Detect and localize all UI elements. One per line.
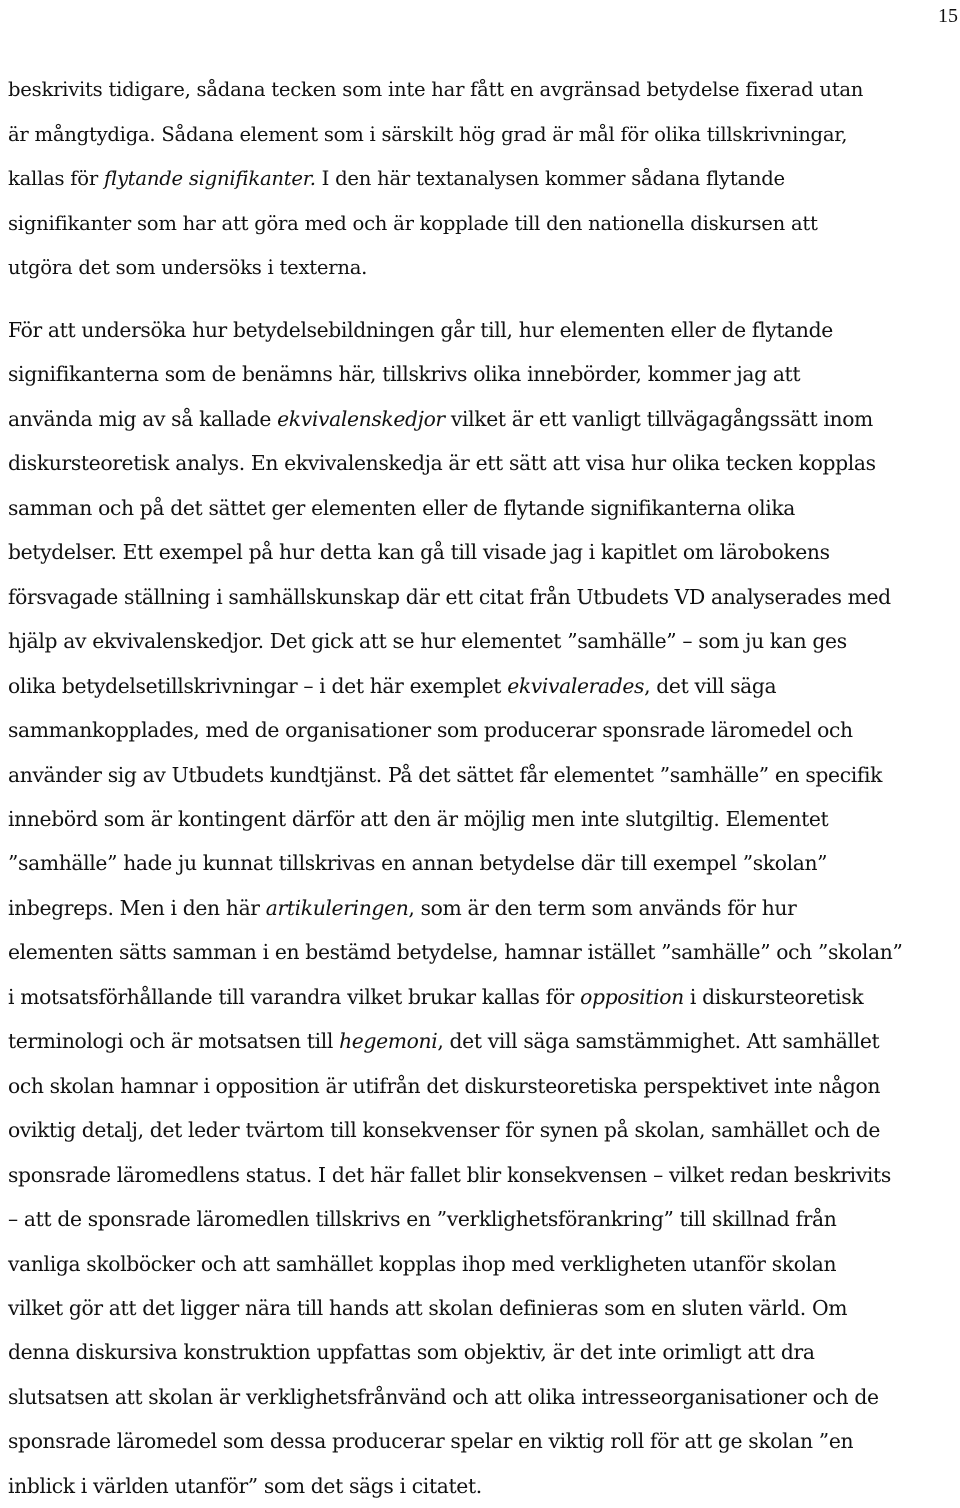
text-run: betydelser. Ett exempel på hur detta kan gå till visade jag i kapitlet om lärobokens <box>8 540 830 565</box>
text-run: , det vill säga <box>644 673 777 698</box>
text-run: är mångtydiga. Sådana element som i särskilt hög grad är mål för olika tillskrivningar, <box>8 122 848 146</box>
text-run: vilket är ett vanligt tillvägagångssätt inom <box>444 406 873 431</box>
italic-term: ekvivalerades <box>507 673 645 698</box>
text-run: och skolan hamnar i opposition är utifrån det diskursteoretiska perspektivet inte någon <box>8 1073 881 1098</box>
text-line <box>8 930 960 974</box>
text-line <box>8 1108 960 1152</box>
text-line <box>8 1286 960 1330</box>
text-line <box>8 1375 960 1419</box>
text-line <box>8 68 960 113</box>
text-run: I den här textanalysen kommer sådana flytande <box>315 167 785 191</box>
italic-term: opposition <box>580 984 684 1009</box>
text-run: oviktig detalj, det leder tvärtom till konsekvenser för synen på skolan, samhället och de <box>8 1118 881 1143</box>
paragraph-1 <box>8 68 960 291</box>
text-line <box>8 157 960 202</box>
text-line <box>8 1064 960 1108</box>
text-run: denna diskursiva konstruktion uppfattas som objektiv, är det inte orimligt att dra <box>8 1340 815 1365</box>
text-line <box>8 753 960 797</box>
text-line <box>8 1419 960 1463</box>
text-line <box>8 308 960 352</box>
text-run: , som är den term som används för hur <box>408 895 797 920</box>
text-run: använda mig av så kallade <box>8 406 278 431</box>
text-line <box>8 708 960 752</box>
italic-term: hegemoni <box>339 1029 438 1054</box>
text-run: vanliga skolböcker och att samhället kopplas ihop med verkligheten utanför skolan <box>8 1251 837 1276</box>
text-line <box>8 841 960 885</box>
text-line <box>8 975 960 1019</box>
text-run: i diskursteoretisk <box>683 984 864 1009</box>
text-run: sponsrade läromedlens status. I det här fallet blir konsekvensen – vilket redan beskrivits <box>8 1162 891 1187</box>
text-run: diskursteoretisk analys. En ekvivalenskedja är ett sätt att visa hur olika tecken kopplas <box>8 451 876 476</box>
text-run: inblick i världen utanför” som det sägs i citatet. <box>8 1473 482 1498</box>
page-number: 15 <box>938 5 958 27</box>
text-run: hjälp av ekvivalenskedjor. Det gick att se hur elementet ”samhälle” – som ju kan ges <box>8 629 847 654</box>
text-run: sponsrade läromedel som dessa producerar spelar en viktig roll för att ge skolan ”en <box>8 1429 854 1454</box>
text-line <box>8 246 960 291</box>
text-run: kallas för <box>8 167 104 191</box>
italic-term: artikuleringen <box>265 895 409 920</box>
text-line <box>8 886 960 930</box>
text-line <box>8 1464 960 1508</box>
text-line <box>8 575 960 619</box>
text-run: inbegreps. Men i den här <box>8 895 266 920</box>
text-line <box>8 202 960 247</box>
text-run: – att de sponsrade läromedlen tillskrivs en ”verklighetsförankring” till skillnad från <box>8 1207 837 1232</box>
italic-term: ekvivalenskedjor <box>277 406 445 431</box>
text-line <box>8 1330 960 1374</box>
text-run: beskrivits tidigare, sådana tecken som inte har fått en avgränsad betydelse fixerad utan <box>8 78 864 101</box>
text-run: signifikanter som har att göra med och är kopplade till den nationella diskursen att <box>8 211 818 235</box>
text-run: vilket gör att det ligger nära till hands att skolan definieras som en sluten värld. Om <box>8 1295 848 1320</box>
text-run: sammankopplades, med de organisationer som producerar sponsrade läromedel och <box>8 718 853 743</box>
paragraph-2 <box>8 308 960 1508</box>
text-run: terminologi och är motsatsen till <box>8 1029 340 1054</box>
text-line <box>8 397 960 441</box>
text-run: använder sig av Utbudets kundtjänst. På det sättet får elementet ”samhälle” en specifik <box>8 762 883 787</box>
text-run: utgöra det som undersöks i texterna. <box>8 256 368 280</box>
text-line <box>8 1242 960 1286</box>
text-run: olika betydelsetillskrivningar – i det här exemplet <box>8 673 508 698</box>
text-line <box>8 619 960 663</box>
text-run: slutsatsen att skolan är verklighetsfrånvänd och att olika intresseorganisationer och de <box>8 1384 879 1409</box>
text-line <box>8 530 960 574</box>
text-line <box>8 664 960 708</box>
text-run: , det vill säga samstämmighet. Att samhället <box>437 1029 880 1054</box>
text-line <box>8 1197 960 1241</box>
text-line <box>8 486 960 530</box>
text-run: i motsatsförhållande till varandra vilket brukar kallas för <box>8 984 581 1009</box>
text-line <box>8 441 960 485</box>
text-line <box>8 1153 960 1197</box>
text-line <box>8 113 960 158</box>
text-run: innebörd som är kontingent därför att den är möjlig men inte slutgiltig. Elementet <box>8 806 829 831</box>
text-run: försvagade ställning i samhällskunskap där ett citat från Utbudets VD analyserades med <box>8 584 891 609</box>
italic-term: flytande signifikanter. <box>103 167 316 191</box>
text-run: elementen sätts samman i en bestämd betydelse, hamnar istället ”samhälle” och ”skolan” <box>8 940 903 965</box>
text-run: samman och på det sättet ger elementen eller de flytande signifikanterna olika <box>8 495 796 520</box>
text-line <box>8 797 960 841</box>
text-line <box>8 352 960 396</box>
text-run: För att undersöka hur betydelsebildningen går till, hur elementen eller de flytande <box>8 318 833 342</box>
text-run: ”samhälle” hade ju kunnat tillskrivas en annan betydelse där till exempel ”skolan” <box>8 851 828 876</box>
text-run: signifikanterna som de benämns här, tillskrivs olika innebörder, kommer jag att <box>8 362 801 387</box>
text-line <box>8 1019 960 1063</box>
